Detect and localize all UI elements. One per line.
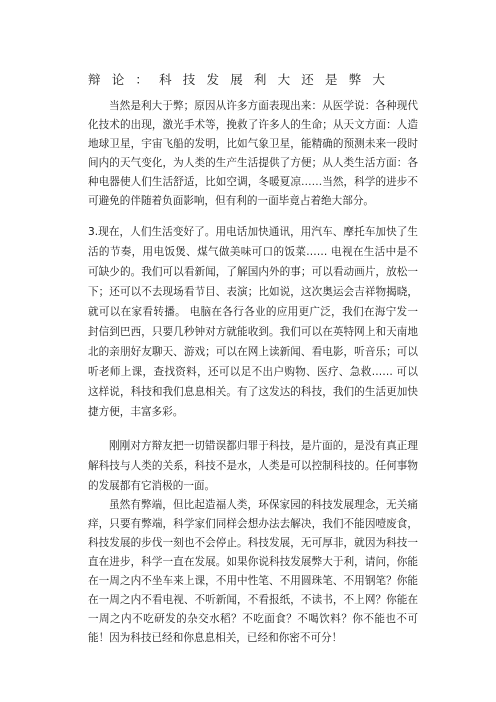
paragraph-medical-astronomy: 当然是利大于弊；原因从许多方面表现出来：从医学说：各种现代化技术的出现，激光手术等，挽救了许多人的生命；从天文方面：人造地球卫星，宇宙飞船的发明，比如气象卫星，能精确的预测未来一段时间内的天气变化，为人类的生产生活提供了方便；从人类生活方面：各种电器使人们生活舒适，比如空调，冬暖夏凉……当然，科学的进步不可避免的伴随着负面影响，但有利的一面毕竟占着绝大部分。 xyxy=(88,100,418,207)
document-title: 辩论：科技发展利大还是弊大 xyxy=(88,72,397,87)
paragraph-rebuttal: 刚刚对方辩友把一切错误都归罪于科技，是片面的，是没有真正理解科技与人类的关系，科技不是水，人类是可以控制科技的。任何事物的发展都有它消极的一面。 xyxy=(88,440,418,492)
document-page xyxy=(88,72,418,648)
paragraph-conclusion: 虽然有弊端，但比起造福人类，环保家园的科技发展理念，无关痛痒，只要有弊端，科学家们同样会想办法去解决，我们不能因噎废食，科技发展的步伐一刻也不会停止。科技发展，无可厚非，就因为科技一直在进步，科学一直在发展。如果你说科技发展弊大于利，请问，你能在一周之内不坐车来上课，不用中性笔、不用圆珠笔、不用钢笔？你能在一周之内不看电视、不听新闻，不看报纸，不读书，不上网？你能在一周之内不吃研发的杂交水稻？不吃面食？不喝饮料？你不能也不可能！因为科技已经和你息息相关，已经和你密不可分！ xyxy=(88,499,418,644)
paragraph-daily-life: 3.现在，人们生活变好了。用电话加快通讯，用汽车、摩托车加快了生活的节奏，用电饭煲、煤气做美味可口的饭菜…… 电视在生活中是不可缺少的。我们可以看新闻，了解国内外的事；可以看动画片，放松一下；还可以不去现场看节目、表演；比如说，这次奥运会吉祥物揭晓，就可以在家看转播。 电脑在各行各业的应用更广泛，我们在海宁发一封信到巴西，只要几秒钟对方就能收到。我们可以在英特网上和天南地北的亲朋好友聊天、游戏；可以在网上读新闻、看电影，听音乐；可以听老师上课，查找资料，还可以足不出户购物、医疗、急救…… 可以这样说，科技和我们息息相关。有了这发达的科技，我们的生活更加快捷方便，丰富多彩。 xyxy=(88,226,418,418)
